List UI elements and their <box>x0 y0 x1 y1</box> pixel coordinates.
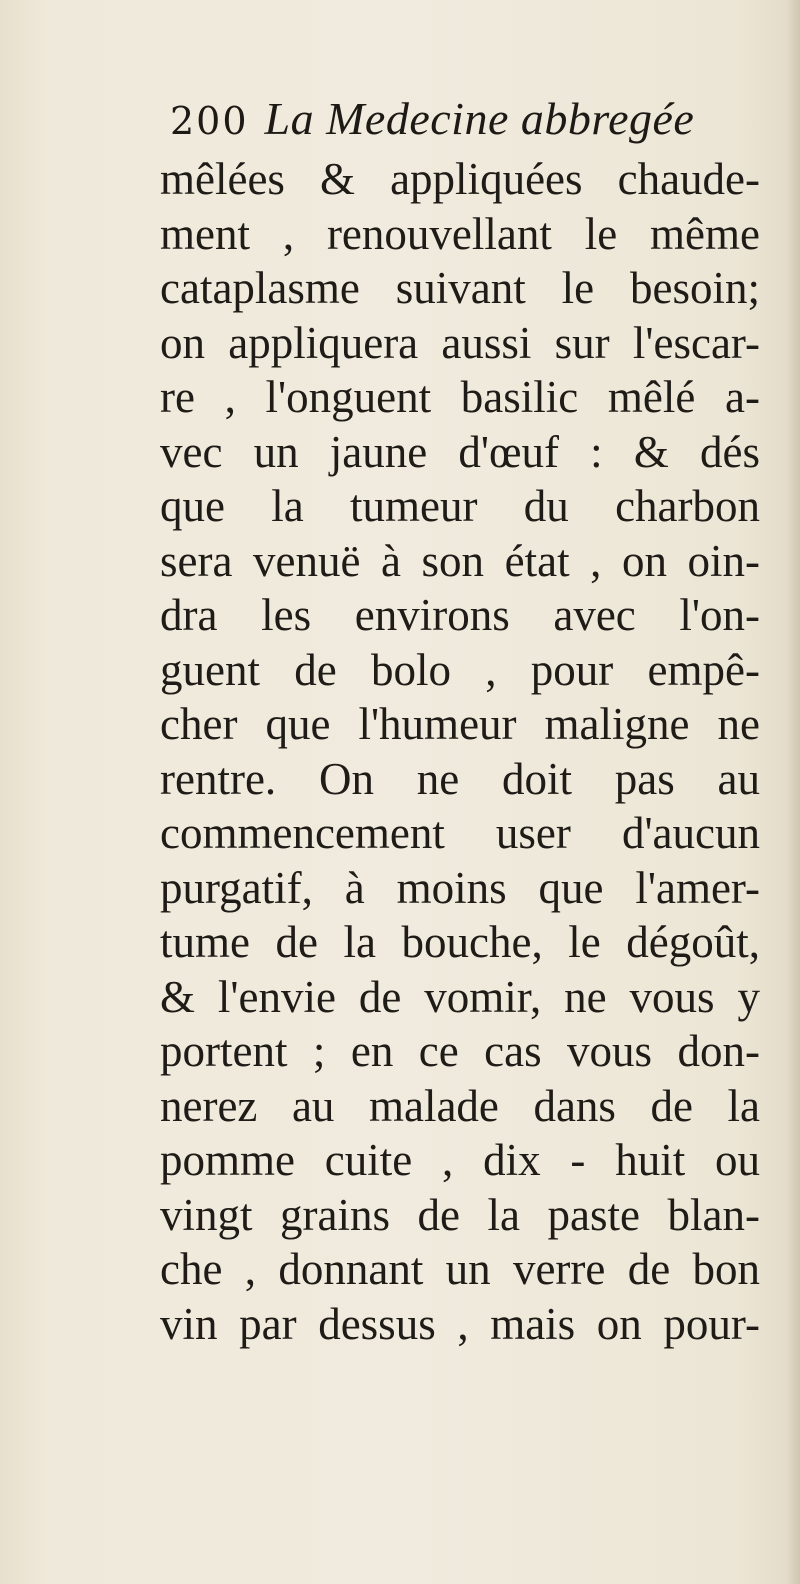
text-line: commencement user d'aucun <box>160 808 760 858</box>
text-line: tume de la bouche, le dégoût, <box>160 917 760 967</box>
page-number: 200 <box>170 99 249 143</box>
text-line: vin par dessus , mais on pour- <box>160 1298 760 1349</box>
text-line: ment , renouvellant le même <box>160 208 760 259</box>
text-line: portent ; en ce cas vous don- <box>160 1026 760 1076</box>
text-line: re , l'onguent basilic mêlé a- <box>160 372 760 422</box>
text-line: rentre. On ne doit pas au <box>160 753 760 804</box>
text-line: dra les environs avec l'on- <box>160 590 760 640</box>
text-line: cataplasme suivant le besoin; <box>160 263 760 313</box>
text-line: nerez au malade dans de la <box>160 1080 760 1131</box>
text-line: mêlées & appliquées chaude- <box>160 154 760 204</box>
text-line: que la tumeur du charbon <box>160 481 760 531</box>
text-line: vec un jaune d'œuf : & dés <box>160 426 760 477</box>
text-line: cher que l'humeur maligne ne <box>160 699 760 749</box>
body-text <box>160 152 760 1351</box>
text-line: pomme cuite , dix - huit ou <box>160 1135 760 1185</box>
text-line: purgatif, à moins que l'amer- <box>160 862 760 913</box>
text-line: sera venuë à son état , on oin- <box>160 535 760 586</box>
running-title: La Medecine abbregée <box>264 93 695 144</box>
page-header <box>170 92 770 152</box>
text-line: guent de bolo , pour empê- <box>160 644 760 695</box>
text-line: & l'envie de vomir, ne vous y <box>160 971 760 1022</box>
text-line: on appliquera aussi sur l'escar- <box>160 317 760 368</box>
text-line: che , donnant un verre de bon <box>160 1244 760 1294</box>
text-line: vingt grains de la paste blan- <box>160 1189 760 1240</box>
